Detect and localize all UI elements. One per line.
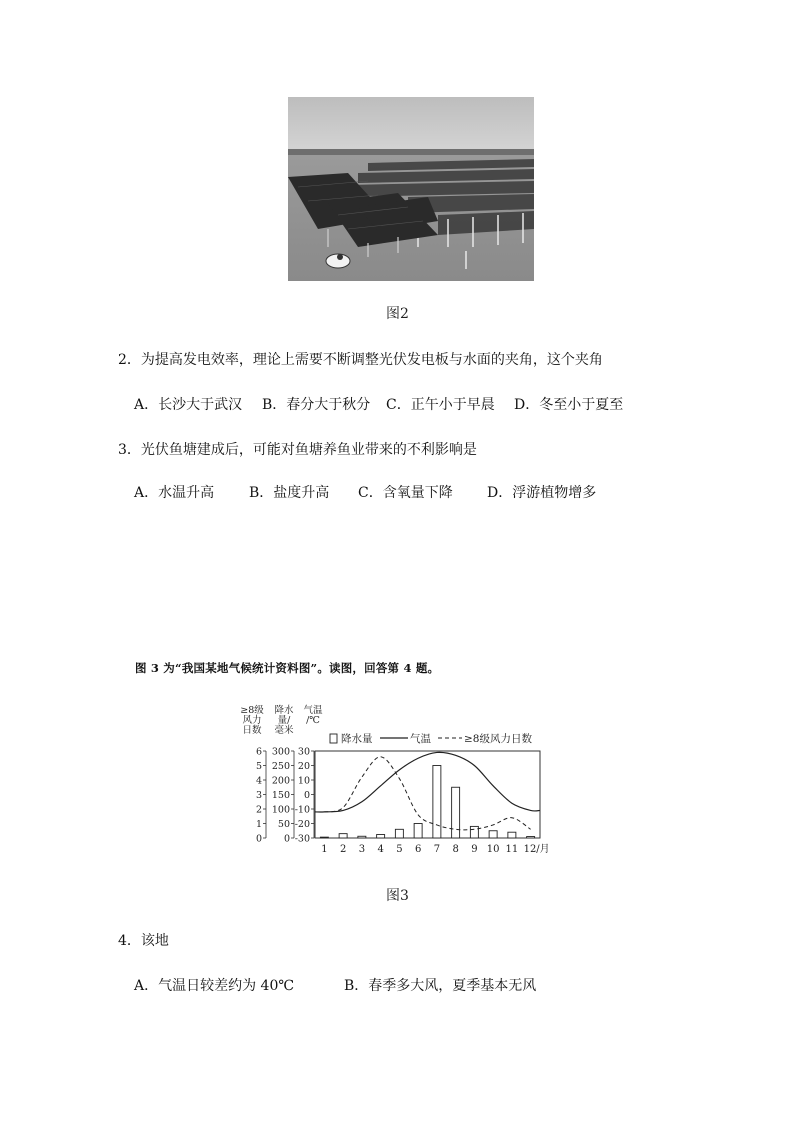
precip-tick-label: 150 <box>271 790 290 801</box>
precip-bar <box>489 831 497 838</box>
question-3-option-c[interactable]: C．含氧量下降 <box>358 485 453 501</box>
temp-axis-label: 气温 <box>303 705 323 716</box>
wind-axis-label: 风力 <box>242 715 262 726</box>
x-tick-label: 3 <box>358 844 366 855</box>
precip-tick-label: 0 <box>283 833 290 845</box>
temp-tick-label: 10 <box>297 775 310 787</box>
precip-tick-label: 300 <box>271 746 290 758</box>
question-3-option-b[interactable]: B．盐度升高 <box>249 485 330 501</box>
x-tick-label: 10 <box>486 844 500 855</box>
legend-dashed-label: ≥8级风力日数 <box>464 733 532 745</box>
question-2-option-b[interactable]: B．春分大于秋分 <box>262 397 371 413</box>
question-4-option-a[interactable]: A．气温日较差约为 40℃ <box>134 978 295 994</box>
precip-bar <box>377 835 385 838</box>
x-tick-label: 6 <box>414 844 422 855</box>
temp-tick-label: -30 <box>294 833 310 845</box>
precip-bar <box>320 837 328 838</box>
question-2-option-c[interactable]: C．正午小于早晨 <box>386 397 495 413</box>
precip-bar <box>414 824 422 839</box>
temp-tick-label: 20 <box>297 761 310 772</box>
temp-tick-label: -20 <box>294 819 310 830</box>
precip-axis-label: 量/ <box>277 715 291 726</box>
x-tick-label: 5 <box>396 844 403 855</box>
plot-frame <box>315 751 540 838</box>
question-4-option-b[interactable]: B．春季多大风，夏季基本无风 <box>344 978 537 994</box>
wind-tick-label: 0 <box>255 833 262 845</box>
legend-bar-swatch <box>330 734 337 743</box>
climate-chart <box>238 702 568 862</box>
temp-axis-label: /℃ <box>306 715 320 726</box>
x-tick-label: 11 <box>505 844 519 855</box>
x-tick-label: 1 <box>321 844 328 855</box>
precip-bar <box>433 766 441 839</box>
question-2-stem: 2．为提高发电效率，理论上需要不断调整光伏发电板与水面的夹角，这个夹角 <box>118 352 603 368</box>
precip-axis-label: 降水 <box>274 705 294 716</box>
question-3-option-a[interactable]: A．水温升高 <box>134 485 215 501</box>
figure3-caption: 图3 <box>386 888 409 904</box>
precip-bar <box>358 836 366 838</box>
wind-tick-label: 4 <box>255 775 262 787</box>
precip-bar <box>470 826 478 838</box>
question-4-stem: 4．该地 <box>118 933 169 949</box>
x-tick-label: 2 <box>339 844 347 855</box>
precip-bar <box>339 834 347 838</box>
legend-bar-label: 降水量 <box>341 733 373 745</box>
x-tick-label: 4 <box>377 844 384 855</box>
figure3-intro: 图 3 为“我国某地气候统计资料图”。读图，回答第 4 题。 <box>135 661 440 675</box>
legend-line-label: 气温 <box>410 733 431 745</box>
precip-bar <box>508 832 516 838</box>
question-2-option-d[interactable]: D．冬至小于夏至 <box>514 397 624 413</box>
wind-tick-label: 1 <box>255 819 262 830</box>
precip-bar <box>527 837 535 838</box>
x-tick-label: 8 <box>452 844 459 855</box>
x-tick-label: 12/月 <box>523 844 550 855</box>
precip-tick-label: 100 <box>271 804 290 816</box>
wind-tick-label: 5 <box>255 761 262 772</box>
temp-tick-label: 30 <box>297 746 310 758</box>
precip-tick-label: 50 <box>277 819 290 830</box>
x-tick-label: 9 <box>471 844 478 855</box>
figure2-caption: 图2 <box>386 306 409 322</box>
temp-tick-label: 0 <box>303 790 310 801</box>
wind-tick-label: 2 <box>255 804 262 816</box>
question-3-option-d[interactable]: D．浮游植物增多 <box>487 485 597 501</box>
wind-axis-label: ≥8级 <box>240 705 264 716</box>
question-2-option-a[interactable]: A．长沙大于武汉 <box>134 397 243 413</box>
wind-axis-label: 日数 <box>242 725 262 736</box>
precip-axis-label: 毫米 <box>274 725 294 736</box>
climate-chart-svg <box>238 702 568 862</box>
precip-tick-label: 250 <box>271 761 290 772</box>
precip-tick-label: 200 <box>271 775 290 787</box>
solar-fishpond-photo <box>288 97 534 281</box>
temp-tick-label: -10 <box>294 804 310 816</box>
precip-bar <box>452 787 460 838</box>
temperature-line <box>315 752 540 812</box>
precip-bar <box>395 829 403 838</box>
question-3-stem: 3．光伏鱼塘建成后，可能对鱼塘养鱼业带来的不利影响是 <box>118 442 477 458</box>
wind-tick-label: 3 <box>255 790 262 801</box>
x-tick-label: 7 <box>433 844 441 855</box>
wind-tick-label: 6 <box>255 746 262 758</box>
